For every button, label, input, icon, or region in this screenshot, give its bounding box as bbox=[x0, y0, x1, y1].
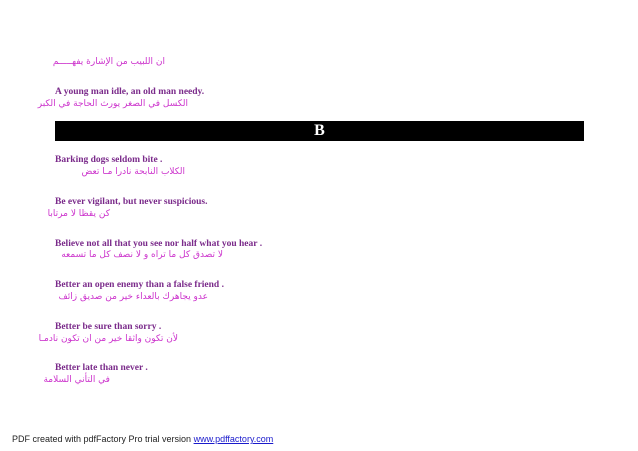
proverb-english: A young man idle, an old man needy. bbox=[55, 87, 205, 97]
proverb-english: Be ever vigilant, but never suspicious. bbox=[55, 197, 208, 207]
section-header: B bbox=[55, 121, 584, 141]
proverb-arabic: في التأني السلامة bbox=[43, 375, 110, 385]
footer-text: PDF created with pdfFactory Pro trial version bbox=[12, 434, 194, 444]
proverb-english: Better be sure than sorry . bbox=[55, 322, 162, 332]
proverb-english: Better late than never . bbox=[55, 363, 148, 373]
proverb-arabic: لأن تكون واثقا خير من ان تكون نادمـا bbox=[38, 334, 178, 344]
proverb-english: Barking dogs seldom bite . bbox=[55, 155, 163, 165]
proverb-arabic: الكلاب النابحة نادرا مـا تعض bbox=[81, 167, 185, 177]
proverb-arabic: عدو يجاهرك بالعداء خير من صديق زائف bbox=[58, 292, 208, 302]
proverb-arabic: الكسل في الصغر يورث الحاجة في الكبر bbox=[37, 99, 188, 109]
proverb-arabic: كن يقظا لا مرتابا bbox=[47, 209, 110, 219]
proverb-english: Believe not all that you see nor half what you hear . bbox=[55, 239, 263, 249]
proverb-english: Better an open enemy than a false friend . bbox=[55, 280, 224, 290]
footer-link[interactable]: www.pdffactory.com bbox=[193, 434, 274, 444]
footer-note bbox=[12, 434, 273, 444]
proverb-arabic: لا تصدق كل ما تراه و لا نصف كل ما تسمعه bbox=[61, 250, 223, 260]
proverb-arabic: ان اللبيب من الإشارة يفهـــــم bbox=[52, 57, 165, 67]
